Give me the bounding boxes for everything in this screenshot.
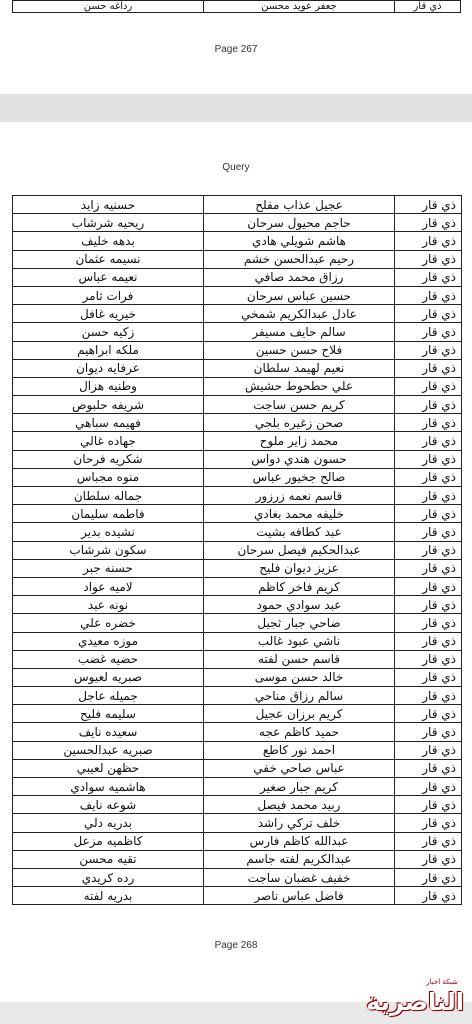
cell-gov: ذي قار — [395, 832, 462, 850]
cell-name2: سعيده نايف — [13, 723, 204, 741]
table-row — [13, 1, 461, 13]
site-watermark-logo — [344, 978, 464, 1016]
top-table — [12, 0, 461, 13]
table-row — [13, 541, 462, 559]
cell-gov: ذي قار — [395, 778, 462, 796]
cell-name1: فلاح حسن حسين — [204, 341, 395, 359]
table-row — [13, 687, 462, 705]
cell-name2: نسيمه عثمان — [13, 250, 204, 268]
cell-name1: ضاحي جبار ثجيل — [204, 614, 395, 632]
cell-name2: جهاده غالي — [13, 432, 204, 450]
table-row — [13, 323, 462, 341]
table-row — [13, 596, 462, 614]
table-row — [13, 723, 462, 741]
cell-name2: جميله عاجل — [13, 687, 204, 705]
cell-name1: خالد حسن موسى — [204, 668, 395, 686]
table-row — [13, 741, 462, 759]
cell-name1: حسون هندي دواس — [204, 450, 395, 468]
table-row — [13, 396, 462, 414]
page-separator — [0, 94, 472, 122]
cell-name2: نعيمه عباس — [13, 268, 204, 286]
cell-name2: موزه معيدي — [13, 632, 204, 650]
cell-name1: عبدالكريم لفته جاسم — [204, 850, 395, 868]
table-row — [13, 468, 462, 486]
cell-gov: ذي قار — [395, 705, 462, 723]
cell-name2: تقيه محسن — [13, 850, 204, 868]
cell-name2: حسنه جبر — [13, 559, 204, 577]
table-row — [13, 414, 462, 432]
cell-gov: ذي قار — [395, 250, 462, 268]
table-row — [13, 359, 462, 377]
table-row — [13, 614, 462, 632]
cell-name2: حظهن لعيبي — [13, 759, 204, 777]
cell-name1: قاسم نعمه زرزور — [204, 487, 395, 505]
cell-name1: حميد كاظم عجه — [204, 723, 395, 741]
cell-gov: ذي قار — [395, 668, 462, 686]
cell-gov: ذي قار — [395, 541, 462, 559]
cell-name2: فهيمه سباهي — [13, 414, 204, 432]
cell-name1: كريم فاخر كاظم — [204, 577, 395, 595]
cell-name1: عبد كطافه بشيت — [204, 523, 395, 541]
cell-gov: ذي قار — [395, 759, 462, 777]
table-row — [13, 286, 462, 304]
table-row — [13, 814, 462, 832]
cell-gov: ذي قار — [395, 286, 462, 304]
cell-gov: ذي قار — [395, 577, 462, 595]
table-row — [13, 232, 462, 250]
table-row — [13, 214, 462, 232]
cell-name1: ربيد محمد فيصل — [204, 796, 395, 814]
cell-name1: خلف تركي راشد — [204, 814, 395, 832]
cell-gov: ذي قار — [395, 468, 462, 486]
cell-name1: سالم رزاق مناحي — [204, 687, 395, 705]
cell-name1: صالح جخيور عباس — [204, 468, 395, 486]
cell-name2: صبريه عبدالحسين — [13, 741, 204, 759]
cell-name1: محمد زاير ملوح — [204, 432, 395, 450]
cell-gov: ذي قار — [395, 505, 462, 523]
cell-name1: كريم جبار صغير — [204, 778, 395, 796]
table-row — [13, 577, 462, 595]
cell-name2: شوعه نايف — [13, 796, 204, 814]
query-title: Query — [222, 162, 250, 173]
cell-name2: شريفه حلبوص — [13, 396, 204, 414]
cell-name2: حسنيه زايد — [13, 196, 204, 214]
cell-name1: كريم حسن ساجت — [204, 396, 395, 414]
cell-name2: خيريه غافل — [13, 305, 204, 323]
cell-name2: منوه مجباس — [13, 468, 204, 486]
cell-gov: ذي قار — [395, 687, 462, 705]
cell-gov: ذي قار — [395, 559, 462, 577]
cell-name1: جعفر عويد محسن — [204, 1, 395, 13]
cell-name2: ريحيه شرشاب — [13, 214, 204, 232]
cell-gov: ذي قار — [395, 487, 462, 505]
cell-name2: نشيده بدير — [13, 523, 204, 541]
cell-name1: سالم حايف مسيفر — [204, 323, 395, 341]
cell-name2: شكريه فرحان — [13, 450, 204, 468]
cell-gov: ذي قار — [395, 650, 462, 668]
table-row — [13, 668, 462, 686]
cell-name1: عبدالله كاظم فارس — [204, 832, 395, 850]
cell-name2: صبريه لعيوس — [13, 668, 204, 686]
cell-name1: احمد نور كاطع — [204, 741, 395, 759]
cell-gov: ذي قار — [395, 341, 462, 359]
cell-name2: سكون شرشاب — [13, 541, 204, 559]
watermark-text: الناصرية — [366, 988, 464, 1016]
table-row — [13, 778, 462, 796]
cell-gov: ذي قار — [395, 432, 462, 450]
names-table — [12, 195, 462, 905]
cell-gov: ذي قار — [395, 323, 462, 341]
cell-name1: عبد سوادي حمود — [204, 596, 395, 614]
table-row — [13, 268, 462, 286]
page-number-268: Page 268 — [214, 940, 258, 951]
table-row — [13, 196, 462, 214]
cell-name2: بدريه لفته — [13, 887, 204, 905]
cell-name2: هاشميه سوادي — [13, 778, 204, 796]
table-row — [13, 796, 462, 814]
cell-gov: ذي قار — [395, 614, 462, 632]
table-row — [13, 487, 462, 505]
page-267-bottom — [0, 0, 472, 94]
table-row — [13, 705, 462, 723]
cell-name1: عباس صاحي خفي — [204, 759, 395, 777]
cell-name2: جماله سلطان — [13, 487, 204, 505]
cell-gov: ذي قار — [395, 723, 462, 741]
cell-gov: ذي قار — [395, 741, 462, 759]
cell-name2: فرات ثامر — [13, 286, 204, 304]
cell-gov: ذي قار — [395, 868, 462, 886]
table-row — [13, 868, 462, 886]
cell-name2: عرفايه ديوان — [13, 359, 204, 377]
cell-name2: رده كريدي — [13, 868, 204, 886]
cell-name1: عزيز ديوان فليح — [204, 559, 395, 577]
table-row — [13, 832, 462, 850]
cell-gov: ذي قار — [395, 359, 462, 377]
table-row — [13, 377, 462, 395]
cell-name2: حضيه غضب — [13, 650, 204, 668]
table-row — [13, 305, 462, 323]
table-row — [13, 523, 462, 541]
table-row — [13, 450, 462, 468]
cell-gov: ذي قار — [395, 268, 462, 286]
cell-name1: علي حطحوط حشيش — [204, 377, 395, 395]
cell-name1: نعيم لهيمد سلطان — [204, 359, 395, 377]
cell-gov: ذي قار — [395, 196, 462, 214]
cell-name1: عبدالحكيم فيصل سرحان — [204, 541, 395, 559]
cell-name1: عادل عبدالكريم شمخي — [204, 305, 395, 323]
cell-name2: خضره علي — [13, 614, 204, 632]
cell-gov: ذي قار — [395, 796, 462, 814]
table-row — [13, 250, 462, 268]
table-row — [13, 632, 462, 650]
cell-name1: فاضل عباس ناصر — [204, 887, 395, 905]
page-number-267: Page 267 — [214, 44, 258, 55]
cell-name2: لاميه عواد — [13, 577, 204, 595]
table-row — [13, 887, 462, 905]
cell-name1: صحن زغيره بلجي — [204, 414, 395, 432]
cell-gov: ذي قار — [395, 214, 462, 232]
cell-name1: عجيل عذاب مفلح — [204, 196, 395, 214]
cell-name1: حاجم محيول سرحان — [204, 214, 395, 232]
cell-gov: ذي قار — [395, 596, 462, 614]
cell-name2: زكيه حسن — [13, 323, 204, 341]
cell-name2: رداغه حسن — [13, 1, 204, 13]
table-row — [13, 559, 462, 577]
cell-name1: حسين عباس سرحان — [204, 286, 395, 304]
cell-name1: قاسم حسن لفته — [204, 650, 395, 668]
cell-gov: ذي قار — [395, 850, 462, 868]
cell-name2: فاطمه سليمان — [13, 505, 204, 523]
cell-gov: ذي قار — [395, 396, 462, 414]
watermark-small-text: شبكة اخبار — [426, 978, 458, 986]
cell-name1: خليفه محمد بغادي — [204, 505, 395, 523]
cell-name1: ناشي عبود غالب — [204, 632, 395, 650]
cell-name1: هاشم شويلي هادي — [204, 232, 395, 250]
cell-name2: بدهه خليف — [13, 232, 204, 250]
cell-name2: بدريه دلي — [13, 814, 204, 832]
table-row — [13, 432, 462, 450]
table-row — [13, 505, 462, 523]
cell-gov: ذي قار — [395, 632, 462, 650]
cell-gov: ذي قار — [395, 377, 462, 395]
cell-gov: ذي قار — [395, 1, 461, 13]
cell-gov: ذي قار — [395, 523, 462, 541]
cell-name1: رزاق محمد صافي — [204, 268, 395, 286]
page-268 — [0, 122, 472, 1002]
cell-name2: كاظميه مزعل — [13, 832, 204, 850]
cell-name2: وطنيه هزال — [13, 377, 204, 395]
cell-gov: ذي قار — [395, 450, 462, 468]
cell-name1: رحيم عبدالحسن خشم — [204, 250, 395, 268]
cell-name2: نونه عبد — [13, 596, 204, 614]
cell-name1: خفيف غضبان ساجت — [204, 868, 395, 886]
table-row — [13, 341, 462, 359]
table-row — [13, 759, 462, 777]
table-row — [13, 650, 462, 668]
cell-gov: ذي قار — [395, 414, 462, 432]
cell-gov: ذي قار — [395, 305, 462, 323]
cell-name1: كريم برزان عجيل — [204, 705, 395, 723]
cell-gov: ذي قار — [395, 814, 462, 832]
cell-name2: سليمه فليح — [13, 705, 204, 723]
table-row — [13, 850, 462, 868]
cell-name2: ملكه ابراهيم — [13, 341, 204, 359]
cell-gov: ذي قار — [395, 232, 462, 250]
cell-gov: ذي قار — [395, 887, 462, 905]
